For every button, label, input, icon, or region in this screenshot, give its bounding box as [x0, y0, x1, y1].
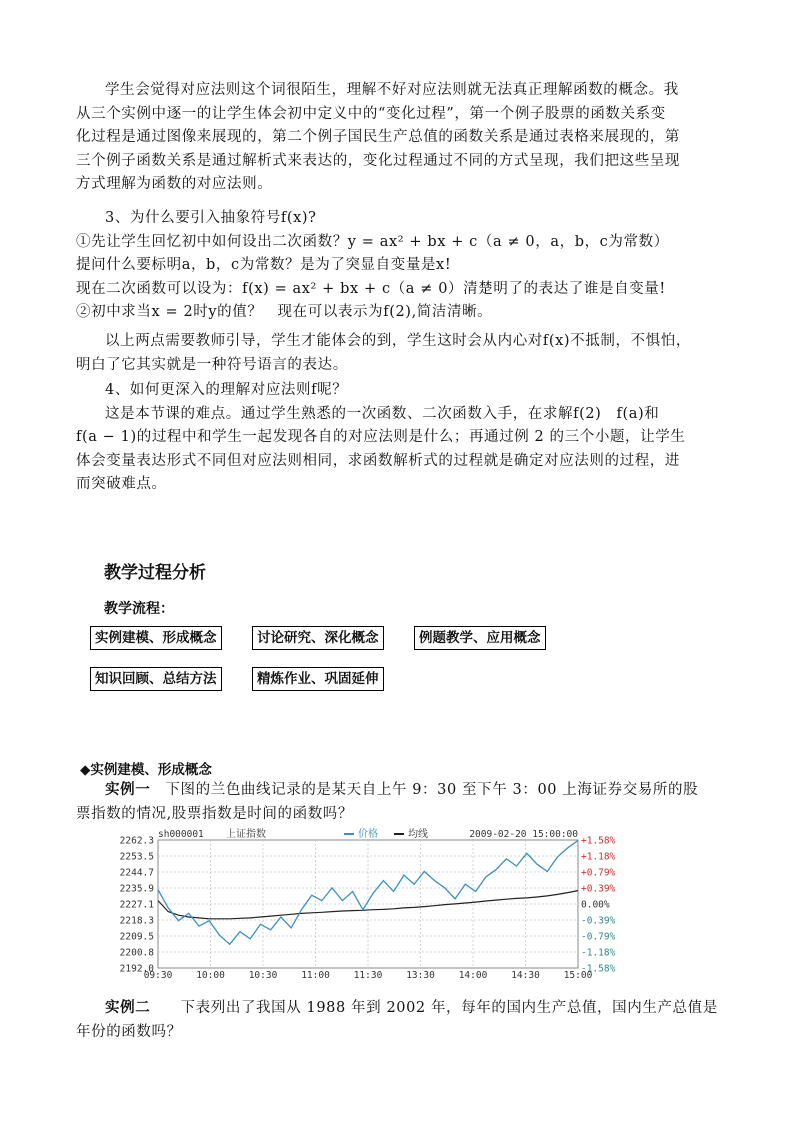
text-line: 而突破难点。 — [76, 476, 167, 492]
text-line: 现在二次函数可以设为：f(x) = ax² + bx + c（a ≠ 0）清楚明了的表达了谁是自变量! — [76, 280, 666, 297]
text-line: 年份的函数吗？ — [76, 1023, 182, 1040]
chart-code: sh000001 — [158, 829, 204, 840]
y-tick-label: 2262.3 — [119, 835, 154, 847]
x-tick-label: 11:00 — [301, 970, 330, 978]
y-tick-label: 2192.0 — [119, 963, 154, 975]
text-line: 票指数的情况,股票指数是时间的函数吗？ — [76, 805, 354, 822]
text-line: 化过程是通过图像来展现的，第二个例子国民生产总值的函数关系是通过表格来展现的，第 — [76, 129, 680, 145]
text-line: 以上两点需要教师引导，学生才能体会的到，学生这时会从内心对f(x)不抵制，不惧怕， — [105, 333, 691, 349]
flow-box-homework: 精炼作业、巩固延伸 — [252, 667, 384, 691]
pct-tick-label: -1.58% — [581, 963, 616, 975]
y-tick-label: 2253.5 — [119, 851, 154, 863]
pct-tick-label: -0.39% — [581, 915, 616, 927]
text-line: 提问什么要标明a，b，c为常数？是为了突显自变量是x! — [76, 257, 452, 273]
paragraph-symbol-language — [76, 330, 736, 377]
y-tick-label: 2200.8 — [119, 947, 154, 959]
text-line — [76, 997, 736, 1021]
legend-average-label: 均线 — [408, 829, 428, 840]
pct-tick-label: +0.39% — [581, 883, 616, 895]
x-tick-label: 15:00 — [563, 970, 593, 978]
example-1-text: 下图的兰色曲线记录的是某天自上午 9：30 至下午 3：00 上海证券交易所的股 — [165, 782, 699, 798]
legend-price-label: 价格 — [358, 829, 378, 840]
flow-label: 教学流程： — [104, 601, 174, 617]
y-tick-label: 2209.5 — [119, 931, 154, 943]
flow-box-examples: 例题教学、应用概念 — [414, 626, 546, 650]
text-line — [76, 779, 736, 803]
text-line: 方式理解为函数的对应法则。 — [76, 176, 273, 192]
example-2-label: 实例二 — [105, 1000, 151, 1016]
example-1-block — [76, 779, 736, 826]
flow-box-discussion: 讨论研究、深化概念 — [252, 626, 384, 650]
x-tick-label: 13:30 — [406, 970, 435, 978]
stock-index-chart — [110, 826, 630, 978]
question-3-heading: 3、为什么要引入抽象符号f(x)? — [105, 210, 317, 226]
subsection-title: ◆实例建模、形成概念 — [80, 762, 212, 778]
x-tick-label: 10:00 — [196, 970, 225, 978]
pct-tick-label: +1.58% — [581, 835, 616, 847]
x-tick-label: 10:30 — [248, 970, 278, 978]
text-line: f(a − 1)的过程中和学生一起发现各自的对应法则是什么；再通过例 2 的三个小题，让学生 — [76, 429, 686, 445]
pct-tick-label: 0.00% — [581, 899, 610, 911]
text-line: 这是本节课的难点。通过学生熟悉的一次函数、二次函数入手，在求解f(2) f(a)和 — [105, 405, 660, 422]
question-4-block — [76, 379, 736, 497]
flow-box-modeling: 实例建模、形成概念 — [90, 626, 222, 650]
text-line: ②初中求当x = 2时y的值？ 现在可以表示为f(2),简洁清晰。 — [76, 304, 493, 320]
chart-index-name: 上证指数 — [226, 829, 266, 840]
pct-tick-label: -0.79% — [581, 931, 616, 943]
text-line: 三个例子函数关系是通过解析式来表达的，变化过程通过不同的方式呈现，我们把这些呈现 — [76, 152, 680, 169]
text-line: ①先让学生回忆初中如何设出二次函数？y = ax² + bx + c（a ≠ 0，a，b，c为常数） — [76, 233, 669, 250]
pct-tick-label: +1.18% — [581, 851, 616, 863]
y-tick-label: 2218.3 — [119, 915, 154, 927]
text-line: 明白了它其实就是一种符号语言的表达。 — [76, 356, 348, 373]
y-tick-label: 2244.7 — [119, 867, 154, 879]
pct-tick-label: +0.79% — [581, 867, 616, 879]
text-line: 体会变量表达形式不同但对应法则相同，求函数解析式的过程就是确定对应法则的过程，进 — [76, 452, 680, 469]
x-tick-label: 14:30 — [511, 970, 540, 978]
question-4-heading: 4、如何更深入的理解对应法则f呢？ — [105, 382, 348, 398]
example-1-label: 实例一 — [105, 782, 151, 798]
question-3-block — [76, 207, 736, 325]
paragraph-correspondence-intro — [76, 79, 736, 197]
x-tick-label: 11:30 — [353, 970, 383, 978]
section-title: 教学过程分析 — [104, 563, 206, 583]
pct-tick-label: -1.18% — [581, 947, 616, 959]
flow-box-review: 知识回顾、总结方法 — [90, 667, 222, 691]
text-line: 从三个实例中逐一的让学生体会初中定义中的“变化过程”，第一个例子股票的函数关系变 — [76, 105, 666, 122]
text-line: 学生会觉得对应法则这个词很陌生，理解不好对应法则就无法真正理解函数的概念。我 — [105, 82, 679, 98]
y-tick-label: 2227.1 — [119, 899, 154, 911]
example-2-text: 下表列出了我国从 1988 年到 2002 年，每年的国内生产总值，国内生产总值是 — [180, 1000, 718, 1016]
x-tick-label: 14:00 — [458, 970, 488, 978]
example-2-block — [76, 997, 736, 1044]
chart-timestamp: 2009-02-20 15:00:00 — [469, 829, 578, 840]
y-tick-label: 2235.9 — [119, 883, 154, 895]
x-tick-label: 09:30 — [143, 970, 173, 978]
